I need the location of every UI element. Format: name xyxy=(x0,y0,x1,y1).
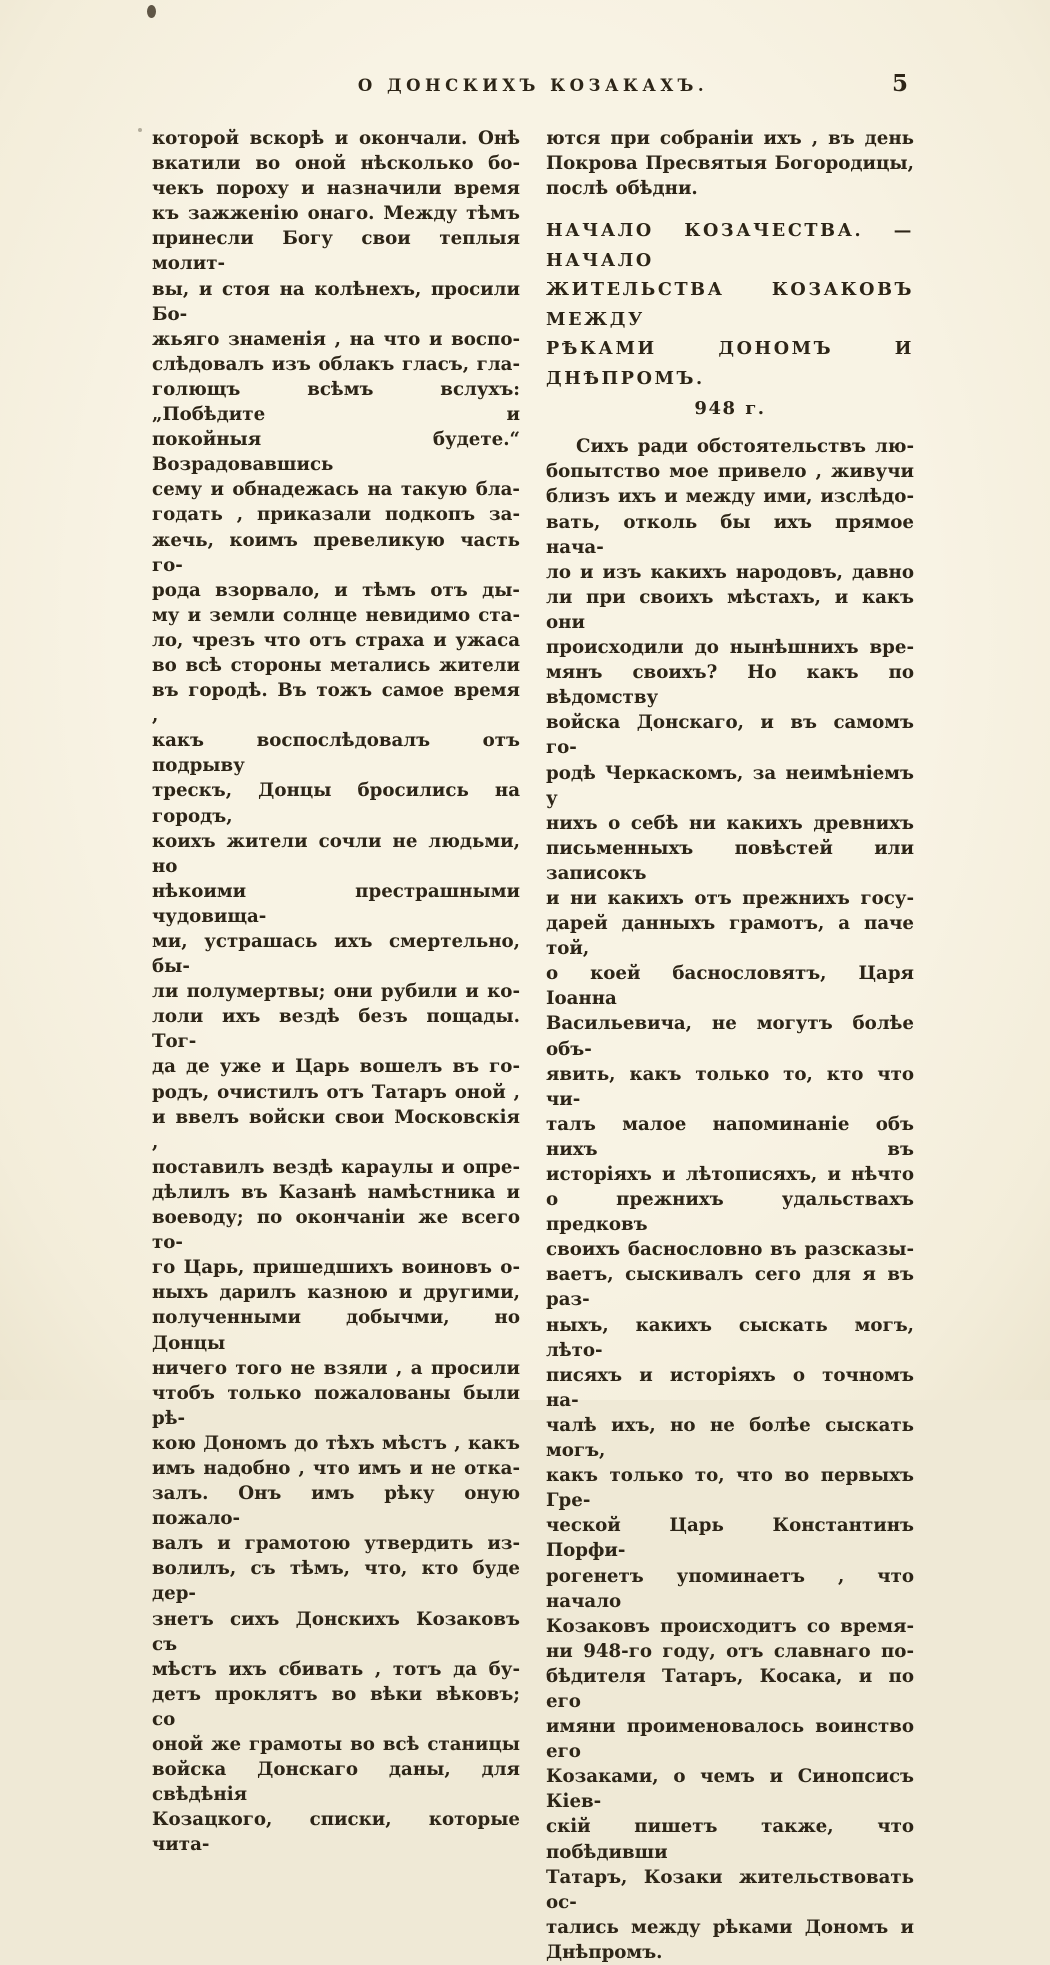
text-line: волилъ, съ тѣмъ, что, кто буде дер- xyxy=(152,1558,520,1605)
text-line: 948 г. xyxy=(694,398,766,420)
text-line: во всѣ стороны метались жители xyxy=(152,654,520,676)
text-line: коихъ жители сочли не людьми, но xyxy=(152,830,520,877)
text-line: вкатили во оной нѣсколько бо- xyxy=(152,153,520,175)
text-line: годать , приказали подкопъ за- xyxy=(152,504,520,526)
text-line: происходили до нынѣшнихъ вре- xyxy=(546,637,914,659)
text-line: нихъ о себѣ ни какихъ древнихъ xyxy=(546,812,914,834)
text-line: войска Донскаго, и въ самомъ го- xyxy=(546,712,914,759)
text-line: дарей данныхъ грамотъ, а паче той, xyxy=(546,913,914,960)
text-line: какъ только то, что во первыхъ Гре- xyxy=(546,1465,914,1512)
text-line: полученными добычми, но Донцы xyxy=(152,1307,520,1354)
text-line: Козаковъ происходитъ со время- xyxy=(546,1615,914,1637)
text-line: войска Донскаго даны, для свѣдѣнія xyxy=(152,1759,520,1806)
text-line: тались между рѣками Дономъ и xyxy=(546,1916,914,1938)
text-line: о прежнихъ удальствахъ предковъ xyxy=(546,1189,914,1236)
scan-speck xyxy=(147,5,156,18)
text-line: ются при собраніи ихъ , въ день xyxy=(546,128,914,149)
text-line: трескъ, Донцы бросились на городъ, xyxy=(152,780,520,827)
paragraph xyxy=(152,126,520,1857)
text-line: ныхъ дарилъ казною и другими, xyxy=(152,1282,520,1304)
running-header xyxy=(152,70,914,97)
section-heading xyxy=(546,216,914,393)
right-column xyxy=(546,126,914,1965)
left-column xyxy=(152,126,520,1857)
text-line: мянъ своихъ? Но какъ по вѣдомству xyxy=(546,662,914,709)
text-line: письменныхъ повѣстей или записокъ xyxy=(546,837,914,884)
text-line: Сихъ ради обстоятельствъ лю- xyxy=(576,436,914,458)
text-line: РѢКАМИ ДОНОМЪ И ДНѢПРОМЪ. xyxy=(546,338,914,389)
text-line: дѣлилъ въ Казанѣ намѣстника и xyxy=(152,1181,520,1203)
text-line: явить, какъ только то, кто что чи- xyxy=(546,1063,914,1110)
text-line: знетъ сихъ Донскихъ Козаковъ съ xyxy=(152,1608,520,1655)
text-line: жьяго знаменія , на что и воспо- xyxy=(152,328,520,350)
running-header-title: О ДОНСКИХЪ КОЗАКАХЪ. xyxy=(357,76,709,95)
text-line: бѣдителя Татаръ, Косака, и по его xyxy=(546,1665,914,1712)
text-line: рогенетъ упоминаетъ , что начало xyxy=(546,1565,914,1612)
text-line: го Царь, пришедшихъ воиновъ о- xyxy=(152,1257,520,1279)
text-line: и ни какихъ отъ прежнихъ госу- xyxy=(546,887,914,909)
text-line: писяхъ и исторіяхъ о точномъ на- xyxy=(546,1364,914,1411)
text-line: кою Дономъ до тѣхъ мѣстъ , какъ xyxy=(152,1432,520,1454)
text-line: которой вскорѣ и окончали. Онѣ xyxy=(152,128,520,149)
text-line: Днѣпромъ. xyxy=(546,1941,663,1963)
text-line: вать, отколь бы ихъ прямое нача- xyxy=(546,511,914,558)
text-line: оной же грамоты во всѣ станицы xyxy=(152,1734,520,1755)
text-line: близъ ихъ и между ими, изслѣдо- xyxy=(546,486,914,508)
text-line: валъ и грамотою утвердить из- xyxy=(152,1533,520,1555)
text-line: ничего того не взяли , а просили xyxy=(152,1357,520,1379)
text-line: ло, чрезъ что отъ страха и ужаса xyxy=(152,629,520,651)
text-line: поставилъ вездѣ караулы и опре- xyxy=(152,1156,520,1178)
text-line: ли полумертвы; они рубили и ко- xyxy=(152,981,520,1003)
section-date xyxy=(546,396,914,422)
text-line: своихъ баснословно въ разсказы- xyxy=(546,1239,914,1261)
text-line: какъ воспослѣдовалъ отъ подрыву xyxy=(152,730,520,777)
text-line: да де уже и Царь вошелъ въ го- xyxy=(152,1056,520,1078)
text-line: сему и обнадежась на такую бла- xyxy=(152,479,520,501)
text-line: чалѣ ихъ, но не болѣе сыскать могъ, xyxy=(546,1414,914,1462)
text-line: НАЧАЛО КОЗАЧЕСТВА. — НАЧАЛО xyxy=(546,220,914,271)
text-line: ваетъ, сыскивалъ сего для я въ раз- xyxy=(546,1264,914,1311)
text-line: ло и изъ какихъ народовъ, давно xyxy=(546,561,914,583)
text-line: покойныя будете.“ Возрадовавшись xyxy=(152,429,520,476)
text-line: Татаръ, Козаки жительствовать ос- xyxy=(546,1866,914,1913)
text-line: рода взорвало, и тѣмъ отъ ды- xyxy=(152,579,520,601)
page-number: 5 xyxy=(891,70,908,97)
text-line: скій пишетъ также, что побѣдивши xyxy=(546,1816,914,1863)
text-line: ми, устрашась ихъ смертельно, бы- xyxy=(152,931,520,978)
text-line: имяни проименовалось воинство его xyxy=(546,1716,914,1763)
text-line: ли при своихъ мѣстахъ, и какъ они xyxy=(546,586,914,633)
text-line: къ зажженію онаго. Между тѣмъ xyxy=(152,203,520,225)
text-line: талъ малое напоминаніе объ нихъ въ xyxy=(546,1113,914,1160)
text-line: ЖИТЕЛЬСТВА КОЗАКОВЪ МЕЖДУ xyxy=(546,279,914,330)
text-line: слѣдовалъ изъ облакъ гласъ, гла- xyxy=(152,353,520,375)
text-line: лоли ихъ вездѣ безъ пощады. Тог- xyxy=(152,1006,520,1053)
text-line: залъ. Онъ имъ рѣку оную пожало- xyxy=(152,1483,520,1530)
text-line: воеводу; по окончаніи же всего то- xyxy=(152,1207,520,1254)
text-line: чекъ пороху и назначили время xyxy=(152,178,520,200)
text-line: детъ проклятъ во вѣки вѣковъ; со xyxy=(152,1683,520,1730)
text-line: нѣкоими престрашными чудовища- xyxy=(152,880,520,927)
text-line: жечь, коимъ превеликую часть го- xyxy=(152,529,520,576)
text-line: голющъ всѣмъ вслухъ: „Побѣдите и xyxy=(152,378,520,426)
scan-speck xyxy=(138,128,142,132)
text-line: родъ, очистилъ отъ Татаръ оной , xyxy=(152,1081,520,1103)
text-line: въ городѣ. Въ тожъ самое время , xyxy=(152,680,520,727)
text-line: чтобъ только пожалованы были рѣ- xyxy=(152,1382,520,1429)
text-line: му и земли солнце невидимо ста- xyxy=(152,604,520,626)
text-line: Козацкого, списки, которые чита- xyxy=(152,1809,520,1856)
text-line: послѣ обѣдни. xyxy=(546,178,698,200)
text-line: ни 948-го году, отъ славнаго по- xyxy=(546,1640,914,1662)
text-line: бопытство мое привело , живучи xyxy=(546,461,914,483)
paragraph xyxy=(546,126,914,201)
paragraph xyxy=(546,434,914,1965)
text-line: вы, и стоя на колѣнехъ, просили Бо- xyxy=(152,278,520,325)
text-line: имъ надобно , что имъ и не отка- xyxy=(152,1457,520,1479)
text-line: о коей баснословятъ, Царя Іоанна xyxy=(546,963,914,1010)
text-line: родѣ Черкаскомъ, за неимѣніемъ у xyxy=(546,762,914,809)
text-line: мѣстъ ихъ сбивать , тотъ да бу- xyxy=(152,1658,520,1680)
text-line: ныхъ, какихъ сыскать могъ, лѣто- xyxy=(546,1314,914,1361)
text-line: Покрова Пресвятыя Богородицы, xyxy=(546,153,914,175)
text-line: исторіяхъ и лѣтописяхъ, и нѣчто xyxy=(546,1164,914,1185)
text-line: ческой Царь Константинъ Порфи- xyxy=(546,1515,914,1562)
text-line: Козаками, о чемъ и Синопсисъ Кіев- xyxy=(546,1766,914,1813)
text-line: и ввелъ войски свои Московскія , xyxy=(152,1106,520,1153)
text-line: Васильевича, не могутъ болѣе объ- xyxy=(546,1013,914,1060)
text-line: принесли Богу свои теплыя молит- xyxy=(152,228,520,275)
